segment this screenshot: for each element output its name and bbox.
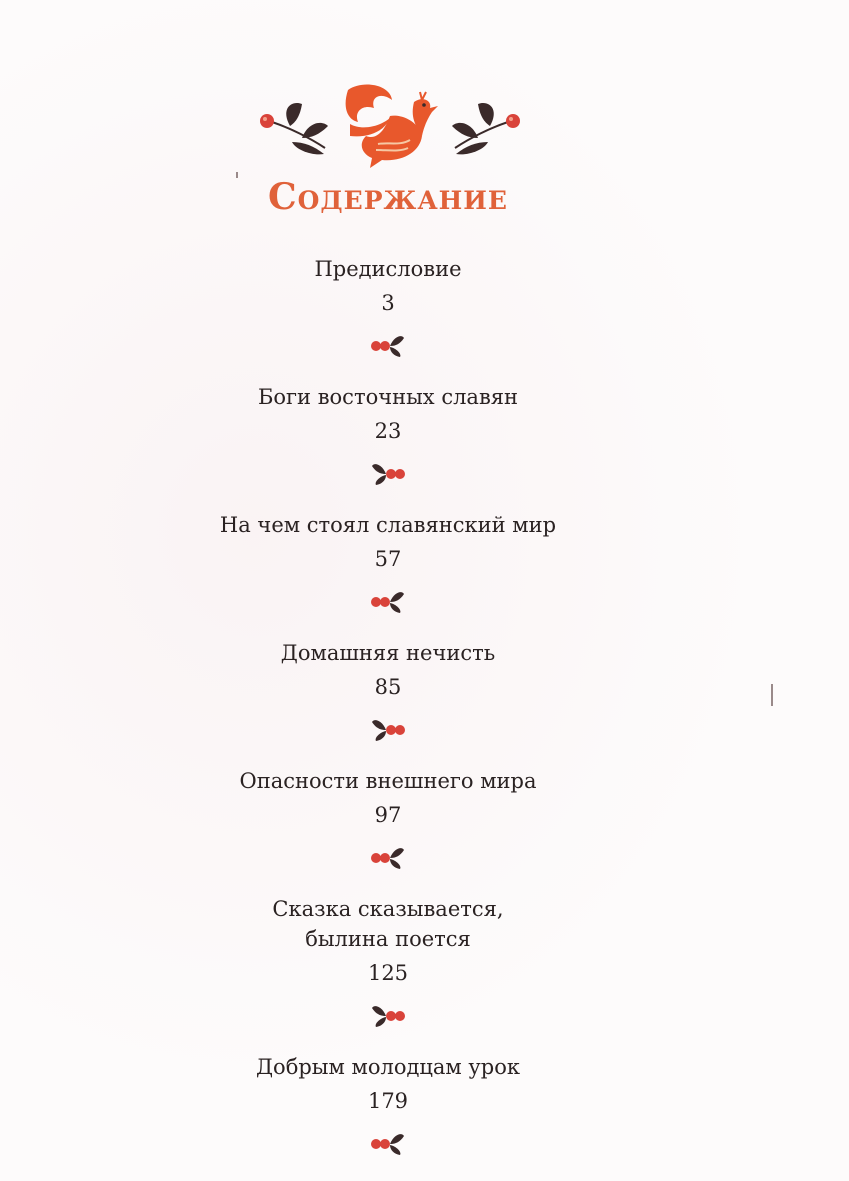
toc-entry-page-number: 57: [374, 547, 402, 571]
right-berry-branch-icon: [452, 103, 520, 154]
toc-entry: [0, 894, 776, 1028]
toc-list: [0, 254, 776, 1180]
toc-entry-title: На чем стоял славянский мир: [219, 513, 557, 537]
berry-leaf-sprig-icon: [368, 332, 408, 358]
left-berry-branch-icon: [260, 103, 328, 154]
toc-entry: [0, 510, 776, 614]
firebird-icon: [346, 85, 438, 168]
berry-leaf-sprig-icon: [368, 588, 408, 614]
toc-entry-title: Добрым молодцам урок: [255, 1055, 521, 1079]
toc-entry-page-number: 97: [374, 803, 402, 827]
toc-entry-page-number: 179: [367, 1089, 409, 1113]
toc-entry: [0, 382, 776, 486]
toc-entry-title: Опасности внешнего мира: [239, 769, 537, 793]
berry-leaf-sprig-icon: [368, 844, 408, 870]
toc-entry-page-number: 125: [367, 961, 409, 985]
firebird-ornament-icon: [250, 78, 530, 178]
berry-leaf-sprig-icon: [368, 460, 408, 486]
toc-entry-title: Боги восточных славян: [257, 385, 519, 409]
toc-entry: [0, 638, 776, 742]
toc-entry-title: Предисловие: [314, 257, 462, 281]
toc-entry: [0, 766, 776, 870]
toc-entry-title: Домашняя нечисть: [280, 641, 496, 665]
berry-leaf-sprig-icon: [368, 1002, 408, 1028]
toc-entry: [0, 254, 776, 358]
toc-entry-page-number: 85: [374, 675, 402, 699]
page-title: Содержание: [268, 176, 508, 218]
berry-leaf-sprig-icon: [368, 1130, 408, 1156]
toc-entry: [0, 1052, 776, 1156]
scan-artifact: [236, 172, 238, 178]
toc-entry-page-number: 3: [381, 291, 395, 315]
toc-entry-title: Сказка сказывается, былина поется: [272, 897, 504, 951]
berry-leaf-sprig-icon: [368, 716, 408, 742]
scan-artifact: [771, 684, 773, 706]
toc-entry-page-number: 23: [374, 419, 402, 443]
